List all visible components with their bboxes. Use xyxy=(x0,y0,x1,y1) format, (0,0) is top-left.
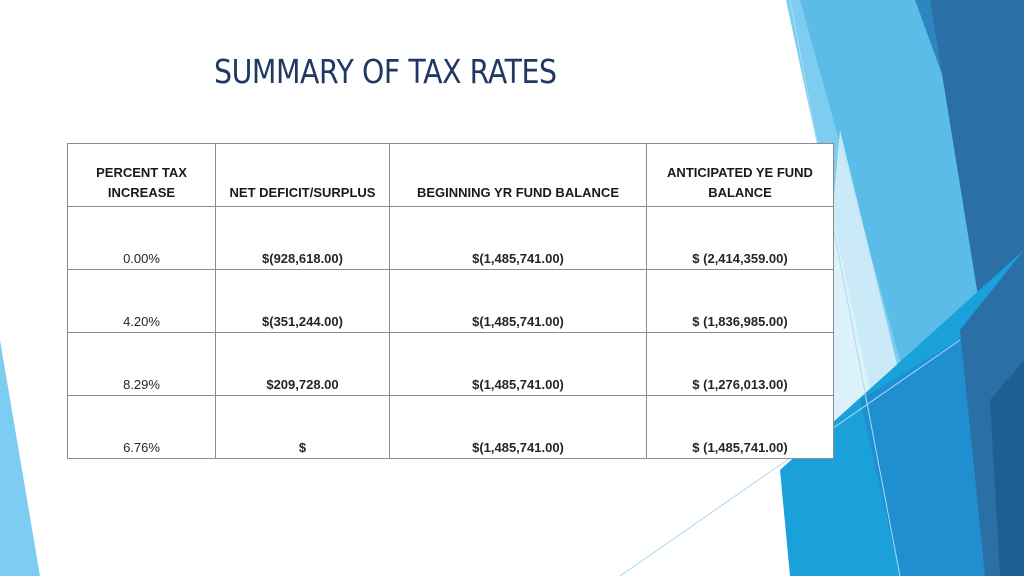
anticipated-balance-cell: $ (2,414,359.00) xyxy=(647,207,834,270)
beginning-balance-cell: $(1,485,741.00) xyxy=(390,270,647,333)
header-percent-tax-increase xyxy=(68,144,216,207)
net-deficit-cell: $(928,618.00) xyxy=(216,207,390,270)
header-label: PERCENT TAX INCREASE xyxy=(96,165,187,200)
header-label: BEGINNING YR FUND BALANCE xyxy=(417,185,619,200)
page-title: SUMMARY OF TAX RATES xyxy=(214,52,557,91)
header-label: ANTICIPATED YE FUND BALANCE xyxy=(667,165,813,200)
table-row xyxy=(68,207,834,270)
table-row xyxy=(68,396,834,459)
anticipated-balance-cell: $ (1,485,741.00) xyxy=(647,396,834,459)
beginning-balance-cell: $(1,485,741.00) xyxy=(390,333,647,396)
header-anticipated-ye-fund-balance xyxy=(647,144,834,207)
header-beginning-yr-fund-balance xyxy=(390,144,647,207)
net-value-cell: $ xyxy=(216,396,390,459)
anticipated-balance-cell: $ (1,276,013.00) xyxy=(647,333,834,396)
net-surplus-cell: $209,728.00 xyxy=(216,333,390,396)
percent-cell: 8.29% xyxy=(68,333,216,396)
beginning-balance-cell: $(1,485,741.00) xyxy=(390,396,647,459)
percent-cell: 4.20% xyxy=(68,270,216,333)
anticipated-balance-cell: $ (1,836,985.00) xyxy=(647,270,834,333)
header-net-deficit-surplus xyxy=(216,144,390,207)
tax-rates-table xyxy=(67,143,834,459)
header-label: NET DEFICIT/SURPLUS xyxy=(229,185,376,200)
table-row xyxy=(68,270,834,333)
net-deficit-cell: $(351,244.00) xyxy=(216,270,390,333)
table-row xyxy=(68,333,834,396)
table-header-row xyxy=(68,144,834,207)
percent-cell: 6.76% xyxy=(68,396,216,459)
beginning-balance-cell: $(1,485,741.00) xyxy=(390,207,647,270)
percent-cell: 0.00% xyxy=(68,207,216,270)
